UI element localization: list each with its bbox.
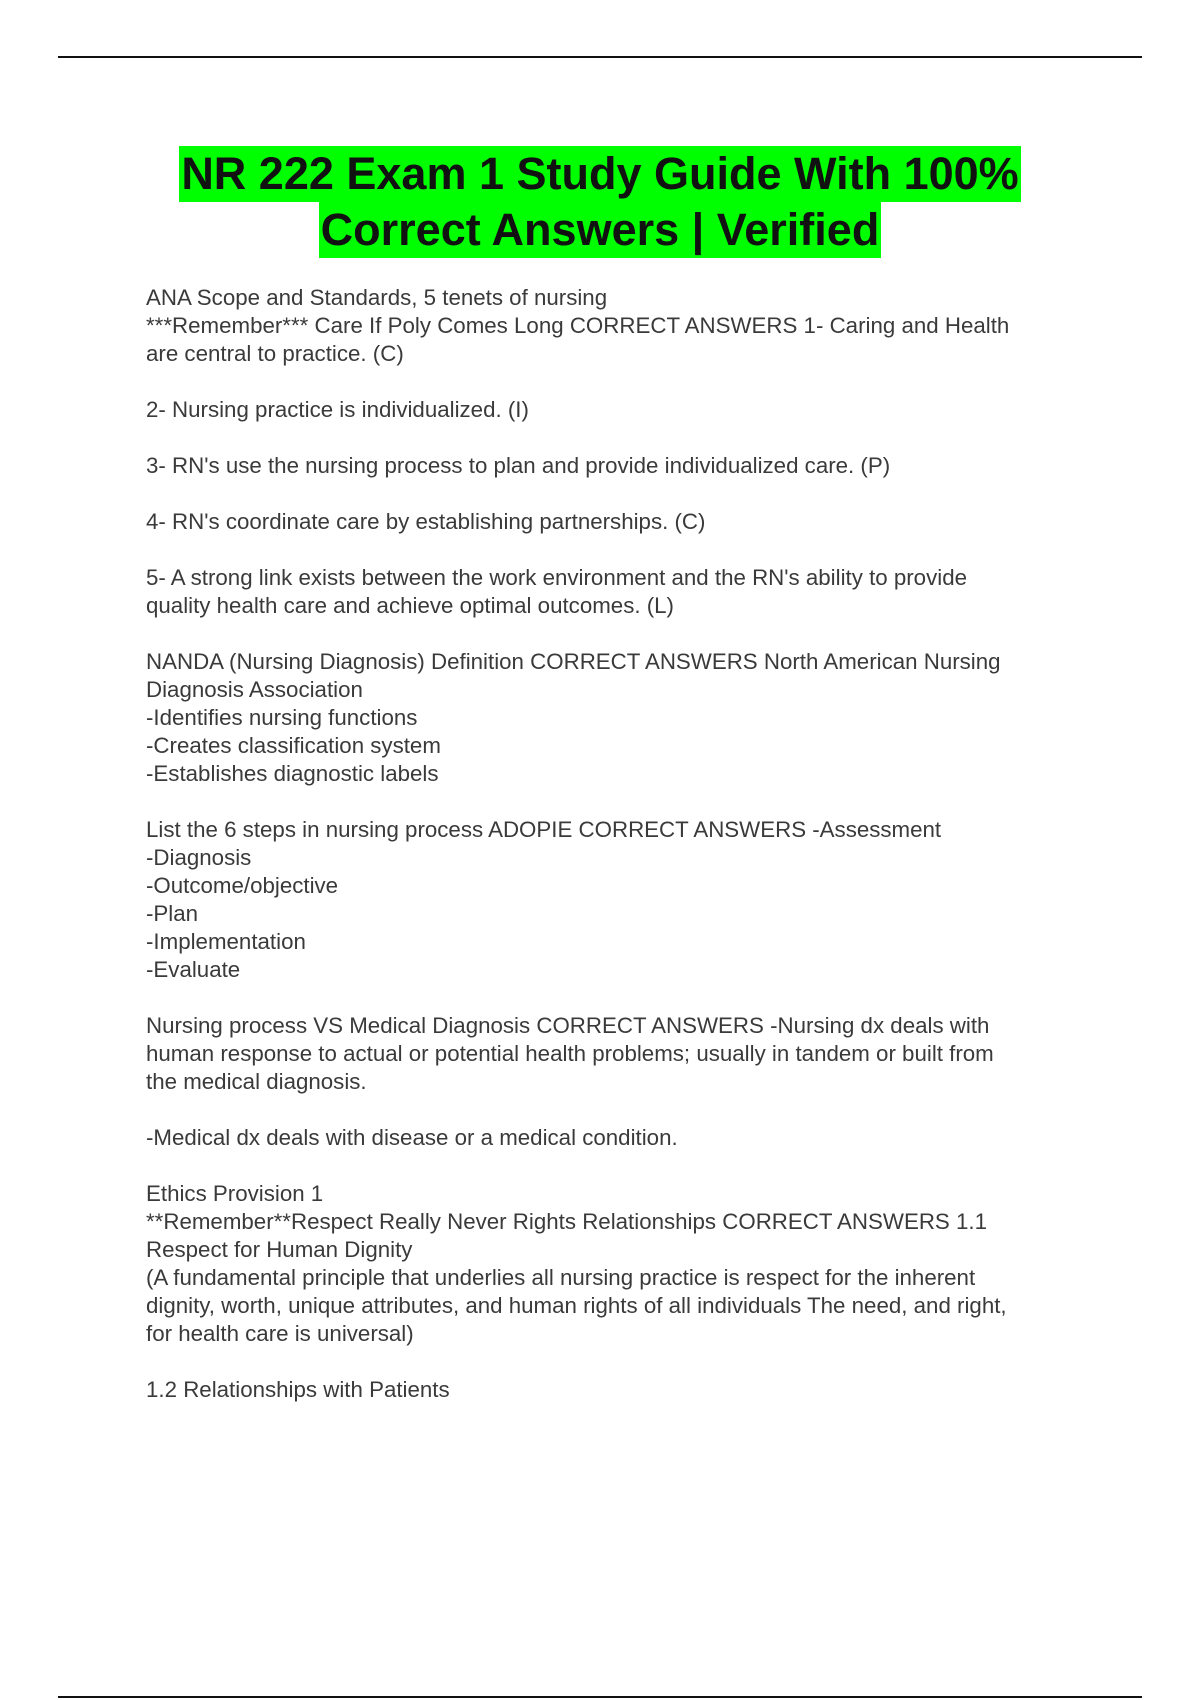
paragraph	[146, 452, 1090, 480]
paragraph	[146, 1124, 1090, 1152]
paragraph	[146, 284, 1090, 368]
document-title	[60, 146, 1140, 258]
text-line: -Creates classification system	[146, 733, 441, 758]
text-line: quality health care and achieve optimal outcomes. (L)	[146, 593, 674, 618]
text-line: -Diagnosis	[146, 845, 252, 870]
text-line: ***Remember*** Care If Poly Comes Long CORRECT ANSWERS 1- Caring and Health	[146, 313, 1010, 338]
title-line-1: NR 222 Exam 1 Study Guide With 100%	[179, 146, 1020, 202]
text-line: 1.2 Relationships with Patients	[146, 1377, 450, 1402]
paragraph	[146, 564, 1090, 620]
text-line: 5- A strong link exists between the work environment and the RN's ability to provide	[146, 565, 967, 590]
text-line: -Evaluate	[146, 957, 241, 982]
text-line: -Identifies nursing functions	[146, 705, 418, 730]
paragraph	[146, 648, 1090, 788]
text-line: List the 6 steps in nursing process ADOPIE CORRECT ANSWERS -Assessment	[146, 817, 942, 842]
text-line: human response to actual or potential health problems; usually in tandem or built from	[146, 1041, 994, 1066]
text-line: -Implementation	[146, 929, 306, 954]
paragraph	[146, 508, 1090, 536]
paragraph	[146, 1012, 1090, 1096]
text-line: NANDA (Nursing Diagnosis) Definition CORRECT ANSWERS North American Nursing	[146, 649, 1001, 674]
top-rule	[58, 56, 1142, 58]
text-line: Ethics Provision 1	[146, 1181, 324, 1206]
text-line: -Medical dx deals with disease or a medical condition.	[146, 1125, 678, 1150]
text-line: the medical diagnosis.	[146, 1069, 367, 1094]
document-body	[146, 284, 1090, 1432]
text-line: 3- RN's use the nursing process to plan and provide individualized care. (P)	[146, 453, 891, 478]
text-line: for health care is universal)	[146, 1321, 414, 1346]
text-line: ANA Scope and Standards, 5 tenets of nursing	[146, 285, 608, 310]
text-line: dignity, worth, unique attributes, and human rights of all individuals The need, and right,	[146, 1293, 1007, 1318]
text-line: are central to practice. (C)	[146, 341, 404, 366]
paragraph	[146, 1376, 1090, 1404]
text-line: -Establishes diagnostic labels	[146, 761, 439, 786]
text-line: -Plan	[146, 901, 199, 926]
paragraph	[146, 396, 1090, 424]
paragraph	[146, 816, 1090, 984]
text-line: (A fundamental principle that underlies all nursing practice is respect for the inherent	[146, 1265, 976, 1290]
text-line: Diagnosis Association	[146, 677, 363, 702]
text-line: -Outcome/objective	[146, 873, 339, 898]
title-line-2: Correct Answers | Verified	[319, 202, 882, 258]
text-line: **Remember**Respect Really Never Rights Relationships CORRECT ANSWERS 1.1	[146, 1209, 987, 1234]
paragraph	[146, 1180, 1090, 1348]
text-line: Nursing process VS Medical Diagnosis CORRECT ANSWERS -Nursing dx deals with	[146, 1013, 990, 1038]
text-line: Respect for Human Dignity	[146, 1237, 413, 1262]
text-line: 4- RN's coordinate care by establishing partnerships. (C)	[146, 509, 706, 534]
bottom-rule	[58, 1696, 1142, 1698]
text-line: 2- Nursing practice is individualized. (I)	[146, 397, 529, 422]
